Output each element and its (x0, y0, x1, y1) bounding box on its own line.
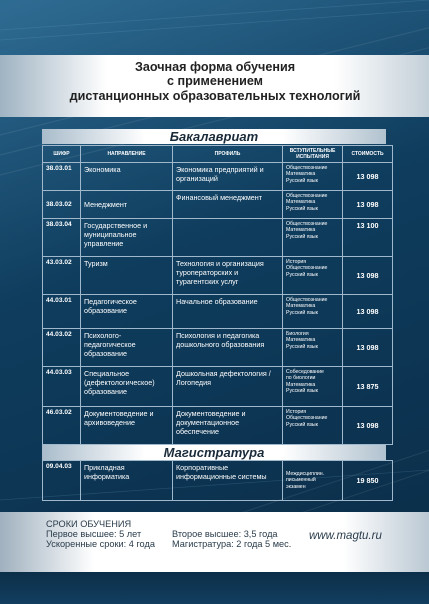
cell-price: 13 098 (343, 163, 393, 191)
cell-price: 13 098 (343, 407, 393, 445)
cell-code: 44.03.02 (43, 329, 81, 367)
exam-item: экзамен (286, 483, 306, 490)
cell-exams (283, 407, 343, 445)
section-banner-master: Магистратура (42, 445, 386, 460)
bottom-band (0, 572, 429, 604)
section-banner-bachelor: Бакалавриат (42, 129, 386, 144)
cell-price: 13 098 (343, 191, 393, 219)
footer-magistracy: Магистратура: 2 года 5 мес. (172, 539, 292, 549)
cell-code: 09.04.03 (43, 461, 81, 501)
exam-item: История (286, 409, 307, 415)
exam-item: Русский язык (286, 388, 318, 395)
title-line-3: дистанционных образовательных технологий (69, 88, 361, 103)
cell-profile: Технология и организация туроператорских и турагентских услуг (173, 257, 283, 295)
exam-item: Обществознание (286, 297, 328, 303)
cell-profile: Психология и педагогика дошкольного образования (173, 329, 283, 367)
cell-code: 38.03.02 (43, 191, 81, 219)
col-header-profile: ПРОФИЛЬ (173, 146, 283, 163)
title-line-2: с применением (167, 74, 263, 89)
footer-accelerated: Ускоренные сроки: 4 года (46, 539, 155, 549)
cell-price: 13 098 (343, 295, 393, 329)
cell-exams (283, 461, 343, 501)
col-header-code: ШИФР (43, 146, 81, 163)
master-table (42, 460, 393, 501)
col-header-exams: ВСТУПИТЕЛЬНЫЕ ИСПЫТАНИЯ (283, 146, 343, 163)
exam-item: Биология (286, 331, 309, 337)
exam-item: Русский язык (286, 271, 318, 278)
cell-direction: Менеджмент (81, 191, 173, 219)
cell-direction: Документоведение и архивоведение (81, 407, 173, 445)
exam-item: Собеседование (286, 369, 324, 375)
cell-code: 46.03.02 (43, 407, 81, 445)
page-title (30, 60, 400, 103)
exam-item: Обществознание (286, 265, 328, 272)
exam-item: Междисциплин. (286, 470, 325, 477)
exam-item: письменный (286, 477, 316, 484)
cell-direction: Государственное и муниципальное управление (81, 219, 173, 257)
exam-item: Математика (286, 199, 316, 206)
cell-profile: Начальное образование (173, 295, 283, 329)
exam-item: История (286, 259, 307, 265)
table-header-row (43, 146, 393, 163)
table-row (43, 461, 393, 501)
exam-item: по биологии (286, 375, 316, 382)
exam-item: Обществознание (286, 165, 328, 171)
table-row (43, 219, 393, 257)
exam-item: Русский язык (286, 233, 318, 240)
exam-item: Русский язык (286, 177, 318, 184)
cell-price: 13 098 (343, 329, 393, 367)
exam-item: Математика (286, 171, 316, 178)
cell-exams (283, 329, 343, 367)
footer-heading: СРОКИ ОБУЧЕНИЯ (46, 519, 132, 529)
col-header-direction: НАПРАВЛЕНИЕ (81, 146, 173, 163)
cell-price: 13 100 (343, 219, 393, 257)
cell-price: 13 098 (343, 257, 393, 295)
exam-item: Обществознание (286, 221, 328, 227)
exam-item: Русский язык (286, 205, 318, 212)
exam-item: Обществознание (286, 193, 328, 199)
cell-exams (283, 257, 343, 295)
footer-second-higher: Второе высшее: 3,5 года (172, 529, 278, 539)
footer-first-higher: Первое высшее: 5 лет (46, 529, 142, 539)
cell-profile (173, 219, 283, 257)
cell-profile: Экономика предприятий и организаций (173, 163, 283, 191)
cell-profile: Документоведение и документационное обеспечение (173, 407, 283, 445)
cell-exams (283, 219, 343, 257)
exam-item: Русский язык (286, 421, 318, 428)
cell-direction: Специальное (дефектологическое) образование (81, 367, 173, 407)
exam-item: Математика (286, 303, 316, 310)
cell-code: 43.03.02 (43, 257, 81, 295)
table-row (43, 191, 393, 219)
cell-exams (283, 191, 343, 219)
exam-item: Русский язык (286, 343, 318, 350)
cell-exams (283, 367, 343, 407)
exam-item: Математика (286, 381, 316, 388)
exam-item: Обществознание (286, 415, 328, 422)
cell-exams (283, 163, 343, 191)
table-row (43, 407, 393, 445)
cell-price: 13 875 (343, 367, 393, 407)
exam-item: Математика (286, 337, 316, 344)
exam-item: Математика (286, 227, 316, 234)
cell-code: 44.03.01 (43, 295, 81, 329)
cell-direction: Экономика (81, 163, 173, 191)
col-header-price: СТОИМОСТЬ (343, 146, 393, 163)
exam-item: Русский язык (286, 309, 318, 316)
table-row (43, 163, 393, 191)
cell-profile: Финансовый менеджмент (173, 191, 283, 219)
cell-direction: Туризм (81, 257, 173, 295)
bachelor-table (42, 145, 393, 445)
cell-direction: Психолого-педагогическое образование (81, 329, 173, 367)
website-link[interactable]: www.magtu.ru (309, 530, 382, 542)
table-row (43, 329, 393, 367)
cell-code: 44.03.03 (43, 367, 81, 407)
cell-direction: Прикладная информатика (81, 461, 173, 501)
cell-code: 38.03.01 (43, 163, 81, 191)
cell-code: 38.03.04 (43, 219, 81, 257)
table-row (43, 295, 393, 329)
cell-profile: Корпоративные информационные системы (173, 461, 283, 501)
cell-direction: Педагогическое образование (81, 295, 173, 329)
title-line-1: Заочная форма обучения (134, 60, 296, 74)
cell-exams (283, 295, 343, 329)
cell-price: 19 850 (343, 461, 393, 501)
cell-profile: Дошкольная дефектология / Логопедия (173, 367, 283, 407)
table-row (43, 257, 393, 295)
table-row (43, 367, 393, 407)
